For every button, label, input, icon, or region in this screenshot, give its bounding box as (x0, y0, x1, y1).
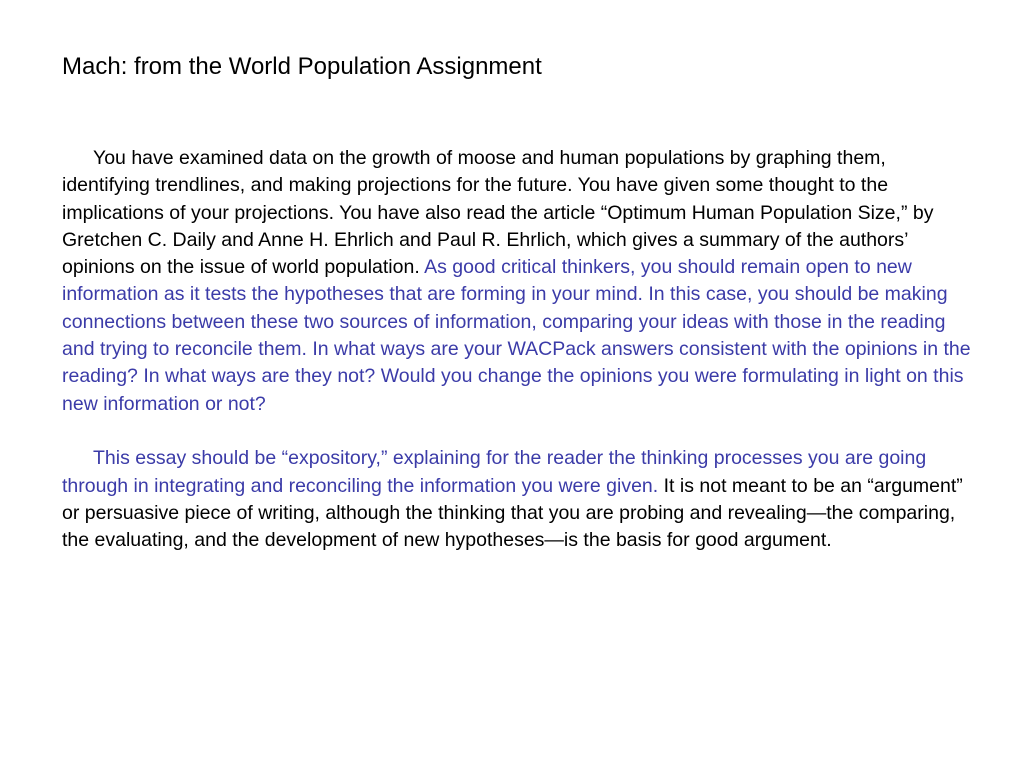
paragraph-2 (62, 445, 972, 554)
paragraph-2-emphasis: This essay should be “expository,” explaining for the reader the thinking processes you are going through in integrating and reconciling the information you were given. (62, 447, 927, 497)
paragraph-1 (62, 145, 972, 418)
paragraph-1-text: You have examined data on the growth of moose and human populations by graphing them, identifying trendlines, and making projections for the future. You have given some thought to the implications of your projections. You have also read the article “Optimum Human Population Size,” by Gretchen C. Daily and Anne H. Ehrlich and Paul R. Ehrlich, which gives a summary of the authors’ opinions on the issue of world population. (62, 147, 934, 279)
paragraph-1-emphasis: As good critical thinkers, you should remain open to new information as it tests the hypotheses that are forming in your mind. In this case, you should be making connections between these two sources of information, comparing your ideas with those in the reading and trying to reconcile them. In what ways are your WACPack answers consistent with the opinions in the reading? In what ways are they not? Would you change the opinions you were formulating in light on this new information or not? (62, 256, 971, 415)
slide-title: Mach: from the World Population Assignment (62, 53, 542, 80)
slide-body (62, 145, 972, 554)
paragraph-2-text: It is not meant to be an “argument” or persuasive piece of writing, although the thinking that you are probing and revealing—the comparing, the evaluating, and the development of new hypotheses—is the basis for good argument. (62, 474, 963, 552)
